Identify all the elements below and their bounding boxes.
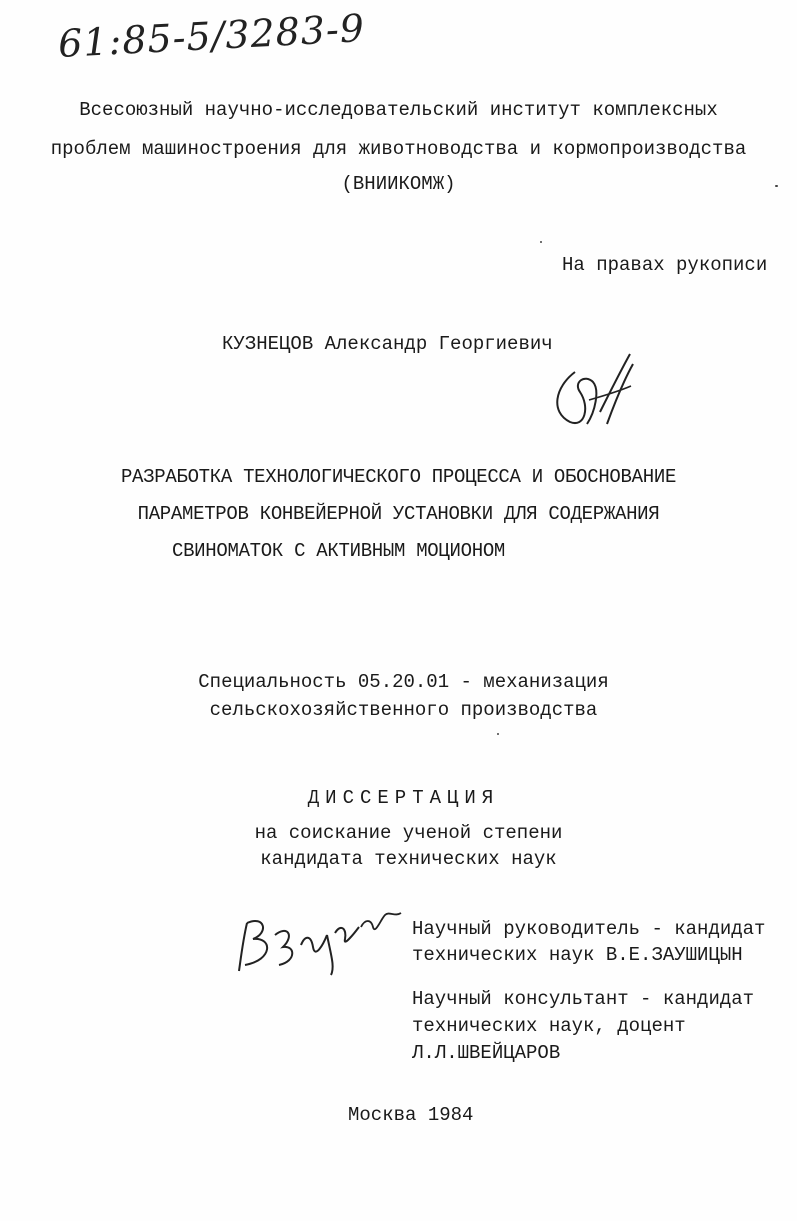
institution-line-2: проблем машиностроения для животноводства и кормопроизводства bbox=[50, 138, 747, 160]
catalog-number: 61:85-5/3283-9 bbox=[57, 5, 367, 67]
place-year: Москва 1984 bbox=[348, 1104, 474, 1126]
title-line-1: РАЗРАБОТКА ТЕХНОЛОГИЧЕСКОГО ПРОЦЕССА И ОБОСНОВАНИЕ bbox=[120, 466, 677, 488]
manuscript-rights: На правах рукописи bbox=[562, 254, 768, 276]
author-signature bbox=[545, 352, 655, 442]
specialty-line-1: Специальность 05.20.01 - механизация bbox=[198, 671, 609, 693]
dissertation-line-1: на соискание ученой степени bbox=[254, 822, 563, 844]
institution-line-1: Всесоюзный научно-исследовательский институт комплексных bbox=[79, 99, 718, 121]
supervisor-line-2: технических наук В.Е.ЗАУШИЦЫН bbox=[412, 944, 743, 966]
institution-abbreviation: (ВНИИКОМЖ) bbox=[341, 173, 456, 195]
scan-speck bbox=[497, 733, 499, 735]
author-name: КУЗНЕЦОВ Александр Георгиевич bbox=[222, 333, 553, 355]
consultant-line-2: технических наук, доцент bbox=[412, 1015, 686, 1037]
consultant-line-1: Научный консультант - кандидат bbox=[412, 988, 755, 1010]
specialty-line-2: сельскохозяйственного производства bbox=[209, 699, 598, 721]
supervisor-line-1: Научный руководитель - кандидат bbox=[412, 918, 766, 940]
dissertation-heading: ДИССЕРТАЦИЯ bbox=[307, 787, 500, 809]
dissertation-line-2: кандидата технических наук bbox=[260, 848, 557, 870]
scan-speck bbox=[540, 241, 542, 243]
consultant-line-3: Л.Л.ШВЕЙЦАРОВ bbox=[412, 1042, 561, 1064]
supervisor-signature bbox=[235, 905, 410, 975]
scan-speck bbox=[775, 185, 778, 187]
title-line-2: ПАРАМЕТРОВ КОНВЕЙЕРНОЙ УСТАНОВКИ ДЛЯ СОДЕРЖАНИЯ bbox=[137, 503, 660, 525]
title-line-3: СВИНОМАТОК С АКТИВНЫМ МОЦИОНОМ bbox=[171, 540, 506, 562]
